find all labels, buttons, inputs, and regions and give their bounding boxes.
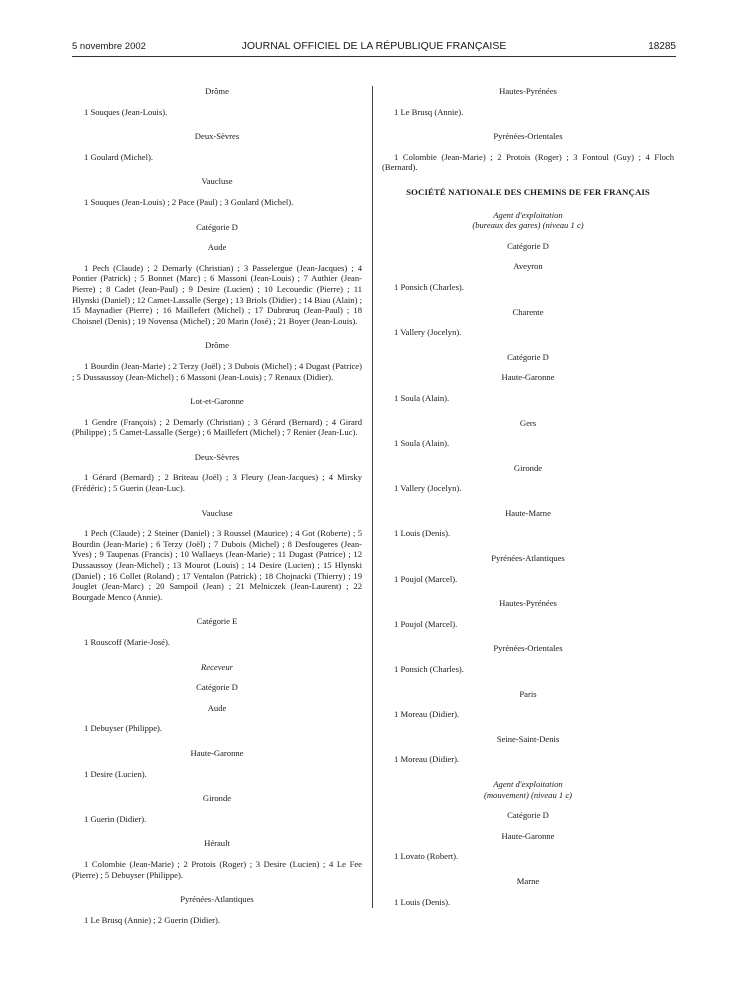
ranking-entry: 1 Moreau (Didier). xyxy=(394,709,460,720)
ranking-entry: 1 Souques (Jean-Louis) ; 2 Pace (Paul) ; 3 Goulard (Michel). xyxy=(84,196,294,207)
job-title-line: Agent d'exploitation xyxy=(493,209,563,220)
job-title-subline: (bureaux des gares) (niveau 1 c) xyxy=(472,220,584,231)
ranking-entry: 1 Souques (Jean-Louis). xyxy=(84,106,168,117)
ranking-entry: 1 Le Brusq (Annie) ; 2 Guerin (Didier). xyxy=(84,914,221,925)
job-title-heading xyxy=(382,779,674,800)
section-heading: Drôme xyxy=(205,340,229,351)
ranking-entry: 1 Soula (Alain). xyxy=(394,392,450,403)
section-heading: Gers xyxy=(519,417,537,428)
ranking-entry: 1 Louis (Denis). xyxy=(394,896,451,907)
section-heading: Catégorie D xyxy=(507,810,549,821)
ranking-entry: 1 Colombie (Jean-Marie) ; 2 Protois (Roger) ; 3 Fontoul (Guy) ; 4 Floch (Bernard). xyxy=(382,151,674,173)
section-heading: Seine-Saint-Denis xyxy=(496,733,560,744)
section-heading: Pyrénées-Orientales xyxy=(493,131,563,142)
ranking-entry: 1 Gendre (François) ; 2 Demarly (Christian) ; 3 Gérard (Bernard) ; 4 Girard (Philippe) ; 5 Camet-Lassalle (Serge) ; 6 Maillefert (Michel) ; 7 Renier (Jean-Luc). xyxy=(72,416,362,438)
ranking-entry: 1 Vallery (Jocelyn). xyxy=(394,483,462,494)
section-heading: Vaucluse xyxy=(201,176,233,187)
section-heading: Hautes-Pyrénées xyxy=(499,598,557,609)
ranking-entry: 1 Desire (Lucien). xyxy=(84,768,147,779)
section-heading: Vaucluse xyxy=(201,507,233,518)
ranking-entry: 1 Colombie (Jean-Marie) ; 2 Protois (Roger) ; 3 Desire (Lucien) ; 4 Le Fee (Pierre) ; 5 Debuyser (Philippe). xyxy=(72,858,362,880)
ranking-entry: 1 Ponsich (Charles). xyxy=(394,281,464,292)
job-title-subline: (mouvement) (niveau 1 c) xyxy=(483,789,573,800)
job-title-line: Receveur xyxy=(201,661,233,672)
section-heading: Pyrénées-Atlantiques xyxy=(491,553,565,564)
section-heading: Pyrénées-Orientales xyxy=(493,643,563,654)
organisation-heading: SOCIÉTÉ NATIONALE DES CHEMINS DE FER FRANÇAIS xyxy=(406,186,650,197)
ranking-entry: 1 Vallery (Jocelyn). xyxy=(394,327,462,338)
section-heading: Lot-et-Garonne xyxy=(190,396,244,407)
ranking-entry: 1 Pech (Claude) ; 2 Demarly (Christian) ; 3 Passelergue (Jean-Jacques) ; 4 Pontier (Patrick) ; 5 Bonnet (Marc) ; 6 Massoni (Jean-Louis) ; 7 Authier (Jean-Pierre) ; 8 Cadet (Jean-Paul) ; 9 Desire (Lucien) ; 10 Lecouedic (Pierre) ; 11 Hlynski (Daniel) ; 12 Camet-Lassalle (Serge) ; 13 Briols (Didier) ; 14 Biau (Alain) ; 15 Maynadier (Pierre) ; 16 Maillefert (Michel) ; 17 Dubrœuq (Jean-Paul) ; 18 Choisnel (Denis) ; 19 Novensa (Michel) ; 20 Marin (José) ; 21 Boyer (Jean-Louis). xyxy=(72,262,362,326)
section-heading: Haute-Garonne xyxy=(501,830,555,841)
section-heading: Haute-Garonne xyxy=(501,372,555,383)
ranking-entry: 1 Goulard (Michel). xyxy=(84,151,153,162)
section-heading: Catégorie D xyxy=(507,351,549,362)
section-heading: Gironde xyxy=(202,793,232,804)
ranking-entry: 1 Gérard (Bernard) ; 2 Briteau (Joël) ; 3 Fleury (Jean-Jacques) ; 4 Mirsky (Frédéric) ; 5 Guerin (Jean-Luc). xyxy=(72,472,362,494)
ranking-entry: 1 Moreau (Didier). xyxy=(394,754,460,765)
journal-title: JOURNAL OFFICIEL DE LA RÉPUBLIQUE FRANÇAISE xyxy=(241,40,507,52)
section-heading: Haute-Garonne xyxy=(190,747,244,758)
ranking-entry: 1 Debuyser (Philippe). xyxy=(84,723,163,734)
ranking-entry: 1 Rouscoff (Marie-José). xyxy=(84,637,170,647)
column-divider xyxy=(372,86,373,908)
ranking-entry: 1 Le Brusq (Annie). xyxy=(394,106,464,117)
section-heading: Haute-Marne xyxy=(505,507,551,518)
job-title-heading xyxy=(382,210,674,231)
section-heading: Deux-Sèvres xyxy=(194,131,240,142)
ranking-entry: 1 Soula (Alain). xyxy=(394,438,450,449)
right-column xyxy=(382,86,674,921)
section-heading: Paris xyxy=(519,688,537,699)
section-heading: Catégorie D xyxy=(196,682,238,693)
ranking-entry: 1 Lovato (Robert). xyxy=(394,851,459,862)
page-number: 18285 xyxy=(648,41,676,52)
job-title-heading xyxy=(72,662,362,673)
section-heading: Charente xyxy=(512,306,544,317)
ranking-entry: 1 Poujol (Marcel). xyxy=(394,573,458,584)
section-heading: Hautes-Pyrénées xyxy=(499,86,557,96)
section-heading: Marne xyxy=(516,875,540,886)
section-heading: Catégorie E xyxy=(196,616,238,627)
page-header xyxy=(72,40,676,57)
section-heading: Catégorie D xyxy=(196,221,238,232)
left-column xyxy=(72,86,362,939)
ranking-entry: 1 Louis (Denis). xyxy=(394,528,451,539)
ranking-entry: 1 Bourdin (Jean-Marie) ; 2 Terzy (Joël) ; 3 Dubois (Michel) ; 4 Dugast (Patrice) ; 5 Dussaussoy (Jean-Michel) ; 6 Massoni (Jean-Louis) ; 7 Renaux (Didier). xyxy=(72,360,362,382)
header-date: 5 novembre 2002 xyxy=(72,41,146,52)
section-heading: Deux-Sèvres xyxy=(194,451,240,462)
section-heading: Aude xyxy=(207,242,227,253)
section-heading: Aude xyxy=(207,702,227,713)
section-heading: Catégorie D xyxy=(507,240,549,251)
section-heading: Aveyron xyxy=(513,261,543,272)
section-heading: Drôme xyxy=(205,86,229,96)
job-title-line: Agent d'exploitation xyxy=(493,779,563,789)
ranking-entry: 1 Ponsich (Charles). xyxy=(394,664,464,675)
section-heading: Hérault xyxy=(204,838,230,849)
section-heading: Gironde xyxy=(513,462,543,473)
ranking-entry: 1 Poujol (Marcel). xyxy=(394,618,458,629)
section-heading: Pyrénées-Atlantiques xyxy=(180,894,254,905)
ranking-entry: 1 Pech (Claude) ; 2 Steiner (Daniel) ; 3 Roussel (Maurice) ; 4 Got (Roberte) ; 5 Bourdin (Jean-Marie) ; 6 Terzy (Joël) ; 7 Dubois (Michel) ; 8 Desfougeres (Jean-Yves) ; 9 Taupenas (Francis) ; 10 Wallaeys (Jean-Marie) ; 11 Dugast (Patrice) ; 12 Dussaussoy (Jean-Michel) ; 13 Mourot (Louis) ; 14 Desire (Lucien) ; 15 Hlynski (Daniel) ; 16 Collet (Roland) ; 17 Ventalon (Patrick) ; 18 Chojnacki (Thierry) ; 19 Jouglet (Jean-Marc) ; 20 Sampoil (Jean) ; 21 Melniczek (Jean-Laurent) ; 22 Bourgade Menco (Annie). xyxy=(72,528,362,602)
ranking-entry: 1 Guerin (Didier). xyxy=(84,813,147,824)
